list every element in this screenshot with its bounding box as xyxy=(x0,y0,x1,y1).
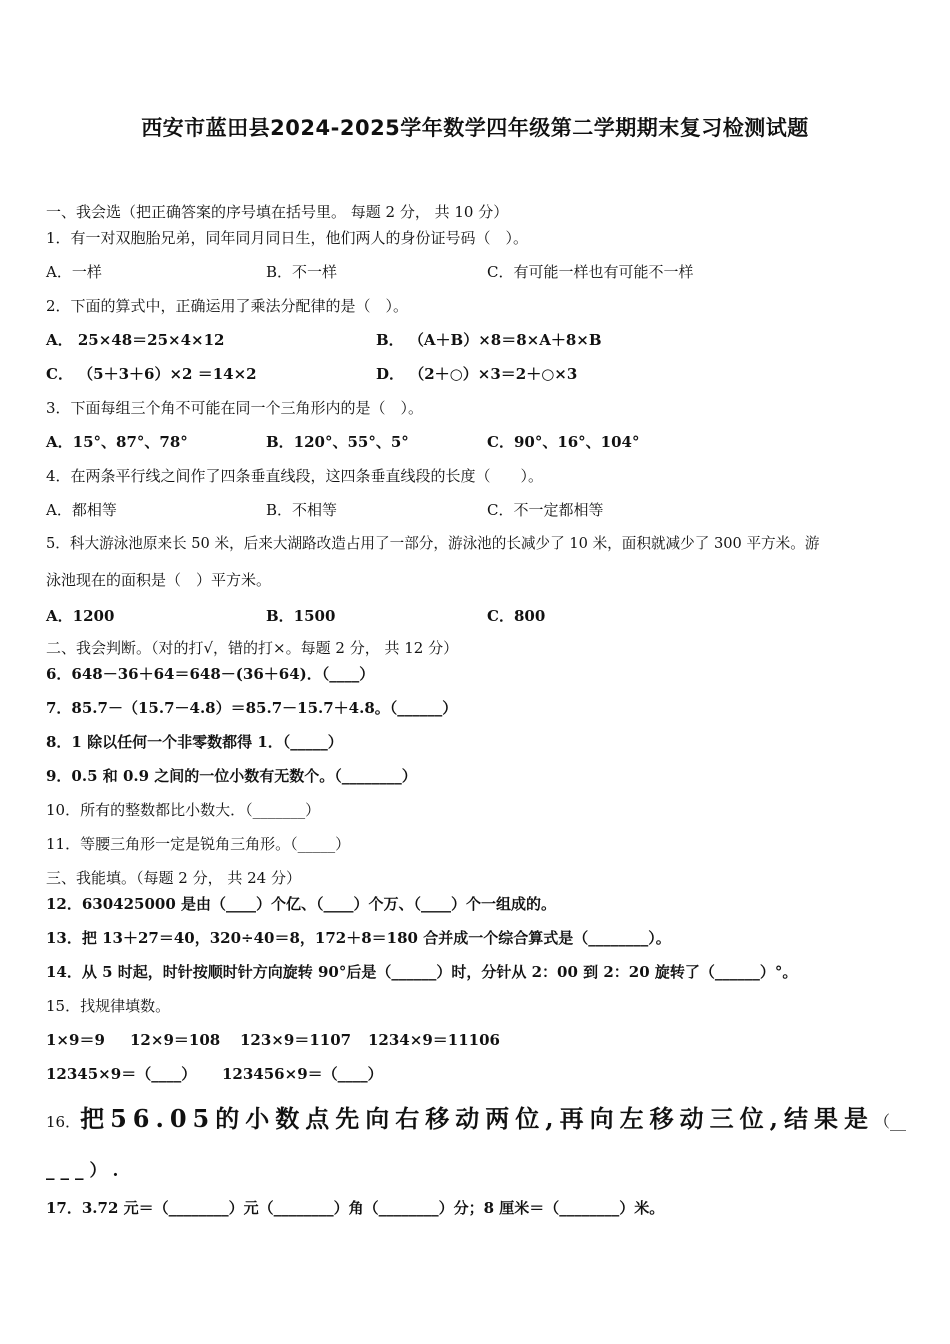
question-14: 14．从 5 时起，时针按顺时针方向旋转 90°后是（______）时，分针从 2：00 到 2：20 旋转了（______）°。 xyxy=(46,963,798,981)
question-3: 3．下面每组三个角不可能在同一个三角形内的是（ ）。 xyxy=(46,399,424,417)
question-9: 9．0.5 和 0.9 之间的一位小数有无数个。（________） xyxy=(46,767,417,785)
question-16-line1 xyxy=(46,1104,906,1137)
q15-blank-2: 123456×9＝（____） xyxy=(222,1065,383,1083)
q3-option-c: C．90°、16°、104° xyxy=(487,433,640,451)
q15-pattern-2: 12×9＝108 xyxy=(130,1031,221,1049)
q15-pattern-4: 1234×9＝11106 xyxy=(368,1031,500,1049)
q2-option-b: B． （A＋B）×8＝8×A＋8×B xyxy=(376,331,602,349)
question-7: 7．85.7－（15.7－4.8）＝85.7－15.7＋4.8。（______） xyxy=(46,699,458,717)
q3-option-a: A．15°、87°、78° xyxy=(46,433,188,451)
q4-option-a: A．都相等 xyxy=(46,501,117,519)
page-title: 西安市蓝田县2024-2025学年数学四年级第二学期期末复习检测试题 xyxy=(141,116,809,140)
question-13: 13．把 13＋27＝40，320÷40＝8，172＋8＝180 合并成一个综合算式是（________）。 xyxy=(46,929,671,947)
question-5-line2: 泳池现在的面积是（ ）平方米。 xyxy=(46,571,272,589)
q4-option-b: B．不相等 xyxy=(266,501,338,519)
question-15: 15．找规律填数。 xyxy=(46,997,171,1015)
question-16-number: 16． xyxy=(46,1113,81,1131)
q15-blank-1: 12345×9＝（____） xyxy=(46,1065,197,1083)
question-2: 2．下面的算式中，正确运用了乘法分配律的是（ ）。 xyxy=(46,297,409,315)
question-11: 11．等腰三角形一定是锐角三角形。（_____） xyxy=(46,835,351,853)
question-6: 6．648－36＋64＝648－(36＋64)．（____） xyxy=(46,665,375,683)
question-16-tail: （__ xyxy=(873,1112,906,1131)
q1-option-a: A．一样 xyxy=(46,263,102,281)
q4-option-c: C．不一定都相等 xyxy=(487,501,604,519)
q1-option-c: C．有可能一样也有可能不一样 xyxy=(487,263,694,281)
question-10: 10．所有的整数都比小数大．（_______） xyxy=(46,801,321,819)
q2-option-c: C． （5＋3＋6）×2 ＝14×2 xyxy=(46,365,257,383)
q2-option-a: A． 25×48＝25×4×12 xyxy=(46,331,225,349)
section1-header: 一、我会选（把正确答案的序号填在括号里。 每题 2 分， 共 10 分） xyxy=(46,203,509,221)
q1-option-b: B．不一样 xyxy=(266,263,338,281)
q5-option-a: A．1200 xyxy=(46,607,115,625)
q15-pattern-3: 123×9＝1107 xyxy=(240,1031,352,1049)
q5-option-b: B．1500 xyxy=(266,607,336,625)
q5-option-c: C．800 xyxy=(487,607,546,625)
question-16-line2: ___）. xyxy=(46,1161,125,1181)
q3-option-b: B．120°、55°、5° xyxy=(266,433,409,451)
question-8: 8．1 除以任何一个非零数都得 1．（_____） xyxy=(46,733,343,751)
section2-header: 二、我会判断。（对的打√，错的打×。每题 2 分， 共 12 分） xyxy=(46,639,459,657)
q15-pattern-1: 1×9＝9 xyxy=(46,1031,105,1049)
q2-option-d: D． （2＋○）×3＝2＋○×3 xyxy=(376,365,578,383)
question-16-text: 把56.05的小数点先向右移动两位,再向左移动三位,结果是 xyxy=(80,1104,874,1133)
question-4: 4．在两条平行线之间作了四条垂直线段，这四条垂直线段的长度（ ）。 xyxy=(46,467,544,485)
question-5-line1: 5．科大游泳池原来长 50 米，后来大湖路改造占用了一部分，游泳池的长减少了 10 米，面积就减少了 300 平方米。游 xyxy=(46,535,820,552)
question-17: 17．3.72 元＝（________）元（________）角（________）分；8 厘米＝（________）米。 xyxy=(46,1199,665,1217)
question-1: 1．有一对双胞胎兄弟，同年同月同日生，他们两人的身份证号码（ ）。 xyxy=(46,229,529,247)
section3-header: 三、我能填。（每题 2 分， 共 24 分） xyxy=(46,869,301,887)
question-12: 12．630425000 是由（____）个亿、（____）个万、（____）个一组成的。 xyxy=(46,895,557,913)
